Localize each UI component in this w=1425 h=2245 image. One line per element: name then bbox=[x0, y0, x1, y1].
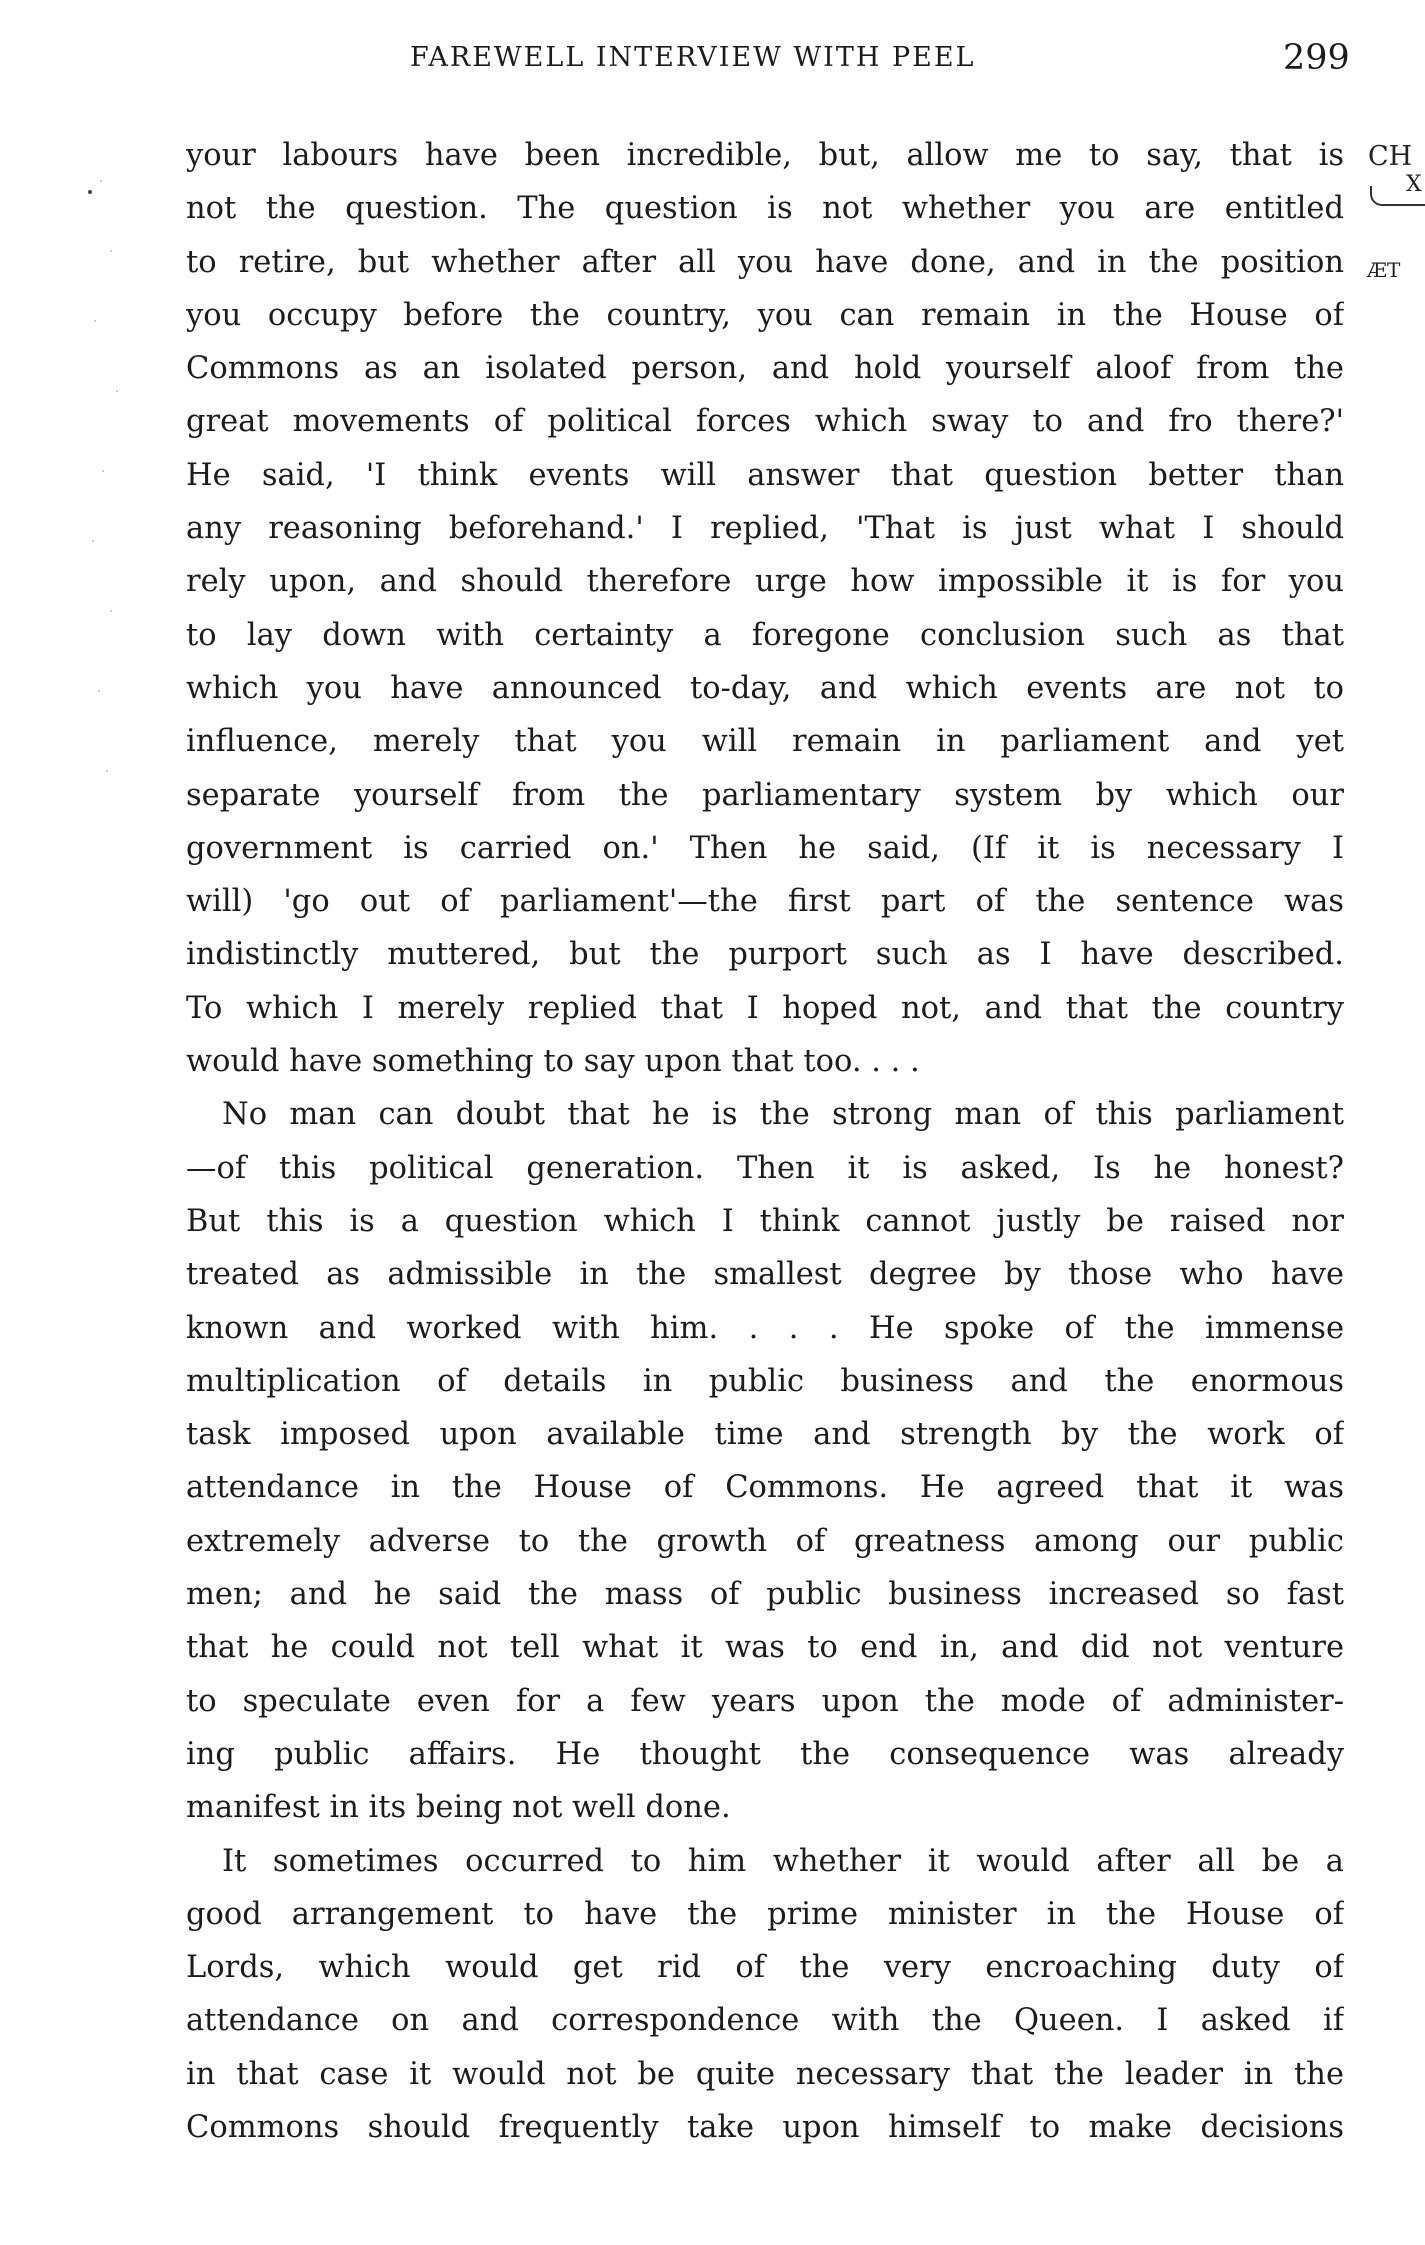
text-line: extremely adverse to the growth of greatness among our public bbox=[186, 1523, 1344, 1559]
text-line: great movements of political forces which sway to and fro there?' bbox=[186, 404, 1344, 440]
page-number: 299 bbox=[1283, 38, 1350, 78]
text-line: would have something to say upon that too. . . . bbox=[186, 1044, 920, 1080]
text-line: to speculate even for a few years upon the mode of administer- bbox=[186, 1683, 1344, 1719]
text-line: —of this political generation. Then it is asked, Is he honest? bbox=[186, 1150, 1344, 1186]
text-line: separate yourself from the parliamentary system by which our bbox=[186, 777, 1344, 813]
text-line: men; and he said the mass of public business increased so fast bbox=[186, 1577, 1344, 1613]
margin-bleed-text: X bbox=[1406, 172, 1422, 197]
text-line: He said, 'I think events will answer that question better than bbox=[186, 457, 1344, 493]
text-line: to lay down with certainty a foregone conclusion such as that bbox=[186, 617, 1344, 653]
text-line: No man can doubt that he is the strong man of this parliament bbox=[222, 1097, 1344, 1133]
text-line: It sometimes occurred to him whether it would after all be a bbox=[222, 1843, 1344, 1879]
text-line: Lords, which would get rid of the very encroaching duty of bbox=[186, 1950, 1344, 1986]
text-line: To which I merely replied that I hoped not, and that the country bbox=[186, 990, 1344, 1026]
text-line: multiplication of details in public business and the enormous bbox=[186, 1363, 1344, 1399]
text-line: that he could not tell what it was to end in, and did not venture bbox=[186, 1630, 1344, 1666]
text-line: indistinctly muttered, but the purport such as I have described. bbox=[186, 937, 1344, 973]
text-line: Commons should frequently take upon himself to make decisions bbox=[186, 2109, 1344, 2145]
text-line: treated as admissible in the smallest degree by those who have bbox=[186, 1257, 1344, 1293]
text-line: you occupy before the country, you can remain in the House of bbox=[186, 297, 1344, 333]
text-line: influence, merely that you will remain in parliament and yet bbox=[186, 724, 1344, 760]
running-title: FAREWELL INTERVIEW WITH PEEL bbox=[410, 42, 976, 73]
text-line: Commons as an isolated person, and hold yourself aloof from the bbox=[186, 351, 1344, 387]
text-line: your labours have been incredible, but, allow me to say, that is bbox=[186, 138, 1344, 173]
text-line: attendance in the House of Commons. He agreed that it was bbox=[186, 1470, 1344, 1506]
margin-specks bbox=[80, 90, 140, 850]
text-line: government is carried on.' Then he said, (If it is necessary I bbox=[186, 830, 1344, 866]
margin-bracket bbox=[1370, 186, 1425, 206]
text-line: ing public affairs. He thought the consequence was already bbox=[186, 1736, 1344, 1772]
text-line: task imposed upon available time and strength by the work of bbox=[186, 1417, 1344, 1453]
margin-bleed-text: CH bbox=[1368, 141, 1413, 172]
text-line: rely upon, and should therefore urge how impossible it is for you bbox=[186, 564, 1344, 600]
text-line: manifest in its being not well done. bbox=[186, 1790, 731, 1826]
text-line: known and worked with him. . . . He spoke of the immense bbox=[186, 1310, 1344, 1346]
text-line: not the question. The question is not whether you are entitled bbox=[186, 191, 1344, 227]
text-line: to retire, but whether after all you have done, and in the position bbox=[186, 244, 1344, 280]
text-line: good arrangement to have the prime minister in the House of bbox=[186, 1896, 1344, 1932]
text-line: in that case it would not be quite necessary that the leader in the bbox=[186, 2056, 1344, 2092]
text-line: will) 'go out of parliament'—the first part of the sentence was bbox=[186, 884, 1344, 920]
margin-bleed-text: ÆT bbox=[1367, 258, 1401, 282]
body-text bbox=[186, 129, 1344, 2154]
text-line: any reasoning beforehand.' I replied, 'That is just what I should bbox=[186, 511, 1344, 547]
text-line: which you have announced to-day, and which events are not to bbox=[186, 670, 1344, 706]
text-line: attendance on and correspondence with the Queen. I asked if bbox=[186, 2003, 1344, 2039]
text-line: But this is a question which I think cannot justly be raised nor bbox=[186, 1203, 1344, 1239]
